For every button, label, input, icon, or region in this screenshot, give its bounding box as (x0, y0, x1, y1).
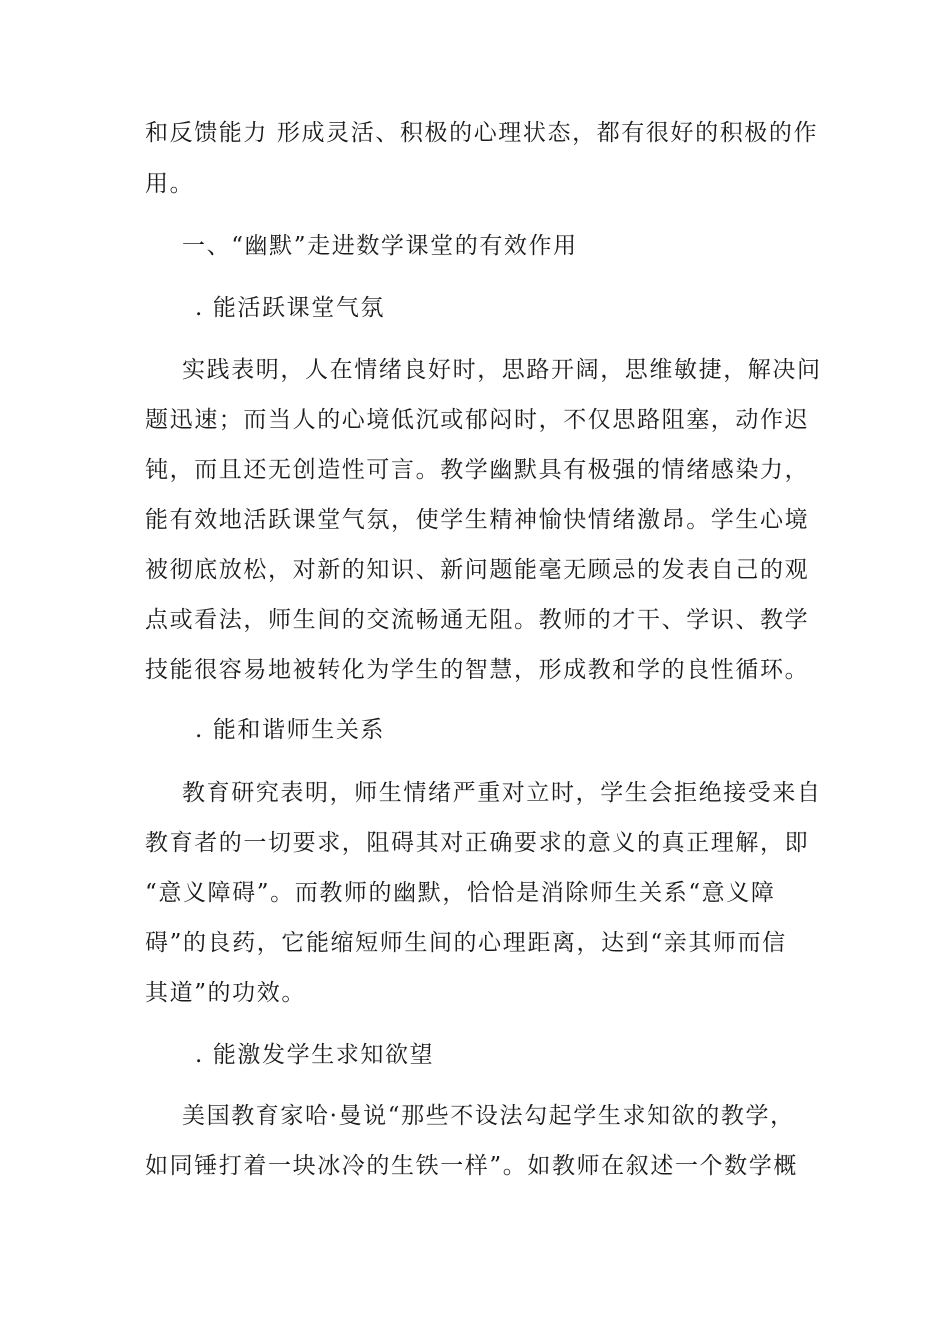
section-heading: 一、“幽默”走进数学课堂的有效作用 (182, 233, 578, 259)
sub3-body-line-2: 如同锤打着一块冰冷的生铁一样”。如教师在叙述一个数学概 (145, 1153, 798, 1179)
sub2-body-line-1: 教育研究表明，师生情绪严重对立时，学生会拒绝接受来自 (182, 780, 822, 806)
subheading-3: . 能激发学生求知欲望 (195, 1042, 435, 1068)
sub1-body-line-4: 能有效地活跃课堂气氛，使学生精神愉快情绪激昂。学生心境 (145, 507, 810, 533)
subheading-1: . 能活跃课堂气氛 (195, 295, 386, 321)
sub1-body-line-5: 被彻底放松，对新的知识、新问题能毫无顾忌的发表自己的观 (145, 557, 810, 583)
sub1-body-line-7: 技能很容易地被转化为学生的智慧，形成教和学的良性循环。 (145, 657, 810, 683)
sub2-body-line-5: 其道”的功效。 (145, 980, 306, 1006)
sub1-body-line-2: 题迅速；而当人的心境低沉或郁闷时，不仅思路阻塞，动作迟 (145, 407, 810, 433)
sub1-body-line-3: 钝，而且还无创造性可言。教学幽默具有极强的情绪感染力， (145, 457, 810, 483)
sub1-body-line-6: 点或看法，师生间的交流畅通无阻。教师的才干、学识、教学 (145, 607, 810, 633)
sub1-body-line-1: 实践表明，人在情绪良好时，思路开阔，思维敏捷，解决问 (182, 357, 822, 383)
sub2-body-line-2: 教育者的一切要求，阻碍其对正确要求的意义的真正理解，即 (145, 830, 810, 856)
sub2-body-line-4: 碍”的良药，它能缩短师生间的心理距离，达到“亲其师而信 (145, 930, 787, 956)
subheading-2: . 能和谐师生关系 (195, 717, 386, 743)
intro-line-1: 和反馈能力 形成灵活、积极的心理状态，都有很好的积极的作 (145, 120, 819, 146)
sub2-body-line-3: “意义障碍”。而教师的幽默，恰恰是消除师生关系“意义障 (145, 880, 776, 906)
sub3-body-line-1: 美国教育家哈·曼说“那些不设法勾起学生求知欲的教学， (182, 1103, 795, 1129)
intro-line-2: 用。 (145, 171, 195, 197)
